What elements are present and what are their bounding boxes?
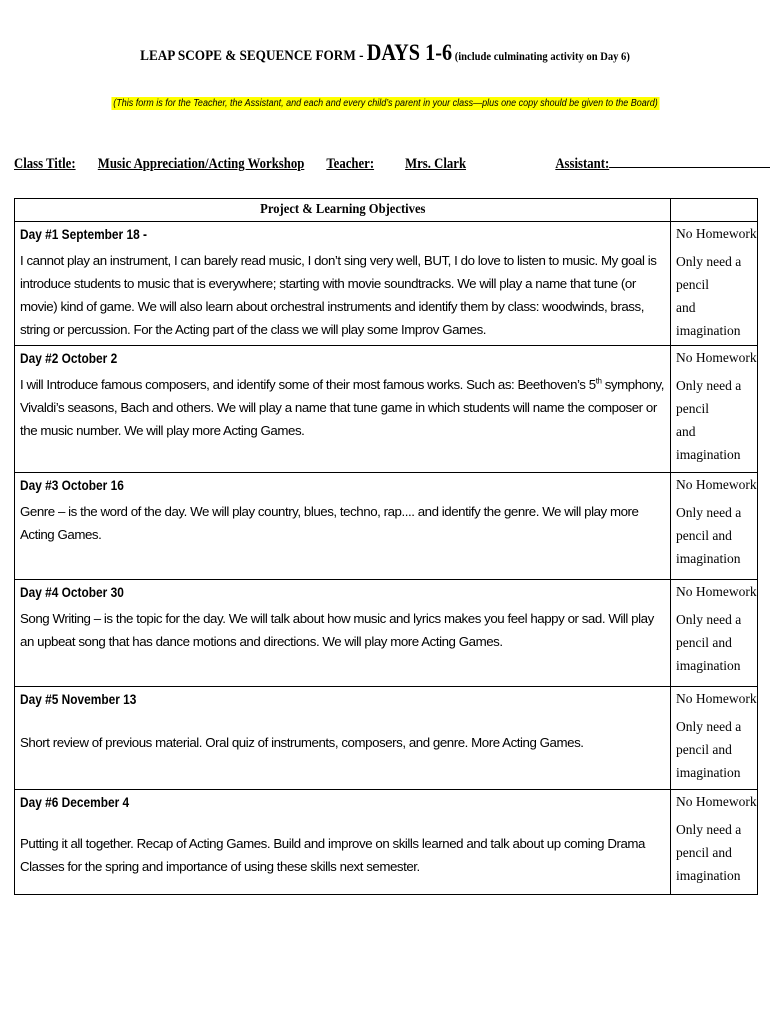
homework-label: No Homework <box>676 350 757 365</box>
table-row <box>15 687 758 790</box>
day-title: Day #3 October 16 <box>20 477 124 493</box>
form-title-main: LEAP SCOPE & SEQUENCE FORM - <box>140 48 367 64</box>
supplies-line: imagination <box>676 868 741 883</box>
supplies-list <box>676 246 752 342</box>
supplies-line: pencil and <box>676 635 732 650</box>
supplies-line: Only need a <box>676 612 742 627</box>
header-blank-cell <box>671 199 758 222</box>
table-row <box>15 346 758 473</box>
supplies-line: Only need a <box>676 254 742 269</box>
homework-cell <box>671 473 758 580</box>
objectives-table <box>14 198 758 895</box>
homework-label: No Homework <box>676 794 757 809</box>
supplies-line: imagination <box>676 447 741 462</box>
homework-cell <box>671 346 758 473</box>
supplies-line: Only need a <box>676 822 742 837</box>
day-title: Day #5 November 13 <box>20 691 137 707</box>
class-title-label: Class Title: <box>14 156 76 172</box>
form-title-days: DAYS 1-6 <box>366 40 453 65</box>
day-description: I cannot play an instrument, I can barely read music, I don’t sing very well, BUT, I do love to listen to music. My goal is introduce students to music that is everywhere; starting with movie soundtracks. We will play a name that tune (or movie) kind of game. We will also learn about orchestral instruments and identify them by class: woodwinds, brass, string or percussion. For the Acting part of the class we will play some Improv Games. <box>20 253 657 337</box>
supplies-line: pencil and <box>676 528 732 543</box>
teacher-label: Teacher: <box>326 156 375 172</box>
day-cell <box>15 473 671 580</box>
supplies-list <box>676 814 752 887</box>
day-cell <box>15 790 671 895</box>
day-title: Day #6 December 4 <box>20 794 130 810</box>
homework-label: No Homework <box>676 691 757 706</box>
supplies-list <box>676 711 752 784</box>
day-title: Day #2 October 2 <box>20 350 118 366</box>
day-description: Song Writing – is the topic for the day. We will talk about how music and lyrics makes you feel happy or sad. Will play an upbeat song that has dance motions and directions. We will play more Acting Games. <box>20 611 654 649</box>
homework-cell <box>671 687 758 790</box>
day-cell <box>15 580 671 687</box>
homework-label: No Homework <box>676 226 757 241</box>
table-row <box>15 222 758 346</box>
supplies-line: and <box>676 300 696 315</box>
day-cell <box>15 346 671 473</box>
day-description: Putting it all together. Recap of Acting Games. Build and improve on skills learned and talk about up coming Drama Classes for the spring and importance of using these skills next semester. <box>20 836 645 874</box>
table-header-row <box>15 199 758 222</box>
teacher-value: Mrs. Clark <box>405 156 467 172</box>
class-info-line <box>14 155 665 173</box>
supplies-list <box>676 604 752 677</box>
objectives-header: Project & Learning Objectives <box>15 199 671 222</box>
supplies-line: pencil <box>676 401 709 416</box>
supplies-line: Only need a <box>676 719 742 734</box>
supplies-line: imagination <box>676 551 741 566</box>
homework-cell <box>671 790 758 895</box>
supplies-line: pencil and <box>676 742 732 757</box>
assistant-label: Assistant: <box>555 156 610 172</box>
homework-label: No Homework <box>676 584 757 599</box>
supplies-line: Only need a <box>676 378 742 393</box>
supplies-line: and <box>676 424 696 439</box>
supplies-line: imagination <box>676 658 741 673</box>
day-cell <box>15 687 671 790</box>
assistant-field[interactable] <box>609 155 770 168</box>
form-title-note: (include culminating activity on Day 6) <box>452 49 630 63</box>
supplies-line: imagination <box>676 765 741 780</box>
supplies-list <box>676 497 752 570</box>
day-title: Day #1 September 18 - <box>20 226 147 242</box>
homework-cell <box>671 222 758 346</box>
table-row <box>15 790 758 895</box>
day-description: Short review of previous material. Oral quiz of instruments, composers, and genre. More Acting Games. <box>20 735 584 750</box>
supplies-line: imagination <box>676 323 741 338</box>
homework-label: No Homework <box>676 477 757 492</box>
homework-cell <box>671 580 758 687</box>
day-description: I will Introduce famous composers, and identify some of their most famous works. Such as: Beethoven’s 5th symphony, Vivaldi’s seasons, Bach and others. We will play a name that tune game in which students will name the composer or the music number. We will play more Acting Games. <box>20 376 664 438</box>
class-title-value: Music Appreciation/Acting Workshop <box>97 156 305 172</box>
supplies-line: pencil <box>676 277 709 292</box>
day-description: Genre – is the word of the day. We will play country, blues, techno, rap.... and identify the genre. We will play more Acting Games. <box>20 504 639 542</box>
supplies-line: pencil and <box>676 845 732 860</box>
supplies-list <box>676 370 752 466</box>
day-cell <box>15 222 671 346</box>
day-title: Day #4 October 30 <box>20 584 124 600</box>
form-title <box>46 40 724 66</box>
table-row <box>15 580 758 687</box>
highlight-note: (This form is for the Teacher, the Assistant, and each and every child’s parent in your class—plus one copy should be given to the Board) <box>112 98 658 109</box>
table-row <box>15 473 758 580</box>
supplies-line: Only need a <box>676 505 742 520</box>
